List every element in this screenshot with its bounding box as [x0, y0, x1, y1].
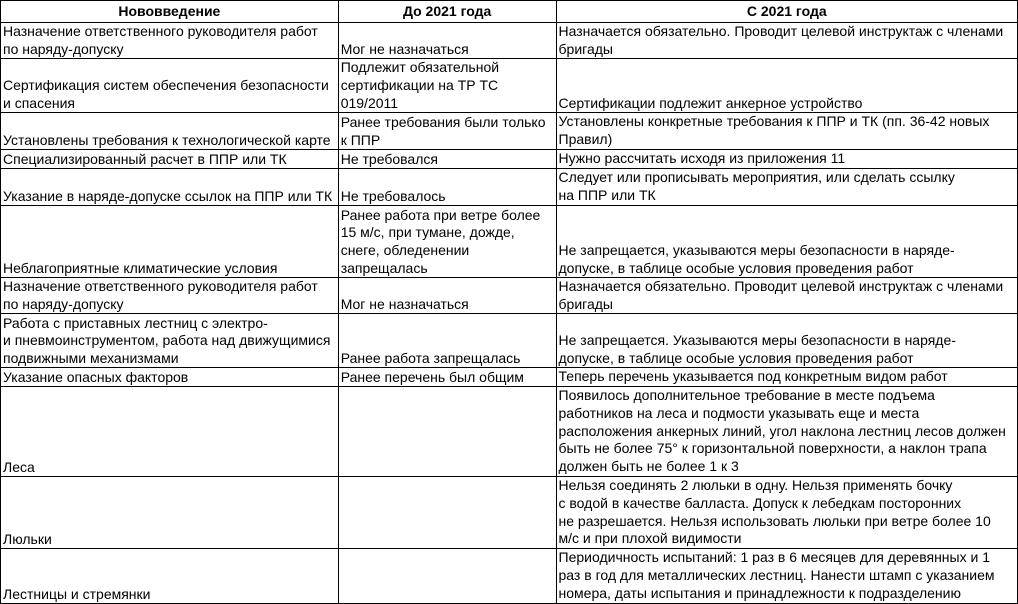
header-before-2021: До 2021 года: [338, 1, 556, 23]
table-row: [1, 387, 1018, 477]
table-header-row: [1, 1, 1018, 23]
cell-since-2021: Не запрещается, указываются меры безопасности в наряде- допуске, в таблице особые условия проведения работ: [556, 206, 1017, 278]
cell-since-2021: Нельзя соединять 2 люльки в одну. Нельзя применять бочку с водой в качестве балласта. Допуск к лебедкам посторонних не разрешается. Нельзя использовать люльки при ветре более 10 м/с и при плохой видимости: [556, 477, 1017, 549]
cell-innovation: Неблагоприятные климатические условия: [1, 206, 339, 278]
cell-innovation: Специализированный расчет в ППР или ТК: [1, 150, 339, 169]
cell-before-2021: Мог не назначаться: [338, 23, 556, 59]
table-row: [1, 59, 1018, 113]
header-innovation: Нововведение: [1, 1, 339, 23]
cell-innovation: Сертификация систем обеспечения безопасности и спасения: [1, 59, 339, 113]
cell-since-2021: Сертификации подлежит анкерное устройство: [556, 59, 1017, 113]
table-row: [1, 113, 1018, 150]
cell-before-2021: Не требовался: [338, 150, 556, 169]
cell-innovation: Указание опасных факторов: [1, 368, 339, 387]
cell-since-2021: Периодичность испытаний: 1 раз в 6 месяцев для деревянных и 1 раз в год для металлических лестниц. Нанести штамп с указанием номера, даты испытания и принадлежности к подразделению: [556, 549, 1017, 604]
cell-innovation: Назначение ответственного руководителя работ по наряду-допуску: [1, 23, 339, 59]
cell-since-2021: Теперь перечень указывается под конкретным видом работ: [556, 368, 1017, 387]
cell-since-2021: Нужно рассчитать исходя из приложения 11: [556, 150, 1017, 169]
cell-innovation: Указание в наряде-допуске ссылок на ППР или ТК: [1, 169, 339, 206]
cell-innovation: Лестницы и стремянки: [1, 549, 339, 604]
cell-before-2021: Ранее перечень был общим: [338, 368, 556, 387]
table-row: [1, 278, 1018, 314]
cell-since-2021: Следует или прописывать мероприятия, или сделать ссылку на ППР или ТК: [556, 169, 1017, 206]
header-since-2021: С 2021 года: [556, 1, 1017, 23]
cell-since-2021: Появилось дополнительное требование в месте подъема работников на леса и подмости указывать еще и места расположения анкерных линий, угол наклона лестниц лесов должен быть не более 75° к горизонтальной поверхности, а наклон трапа должен быть не более 1 к 3: [556, 387, 1017, 477]
cell-innovation: Люльки: [1, 477, 339, 549]
cell-before-2021: [338, 477, 556, 549]
cell-before-2021: Ранее работа при ветре более 15 м/с, при тумане, дожде, снеге, обледенении запрещалась: [338, 206, 556, 278]
table-row: [1, 314, 1018, 368]
table-row: [1, 477, 1018, 549]
table-row: [1, 549, 1018, 604]
cell-since-2021: Назначается обязательно. Проводит целевой инструктаж с членами бригады: [556, 23, 1017, 59]
cell-before-2021: [338, 387, 556, 477]
table-row: [1, 169, 1018, 206]
cell-since-2021: Не запрещается. Указываются меры безопасности в наряде- допуске, в таблице особые условия проведения работ: [556, 314, 1017, 368]
cell-innovation: Установлены требования к технологической карте: [1, 113, 339, 150]
table-row: [1, 150, 1018, 169]
cell-before-2021: Мог не назначаться: [338, 278, 556, 314]
table-row: [1, 206, 1018, 278]
cell-before-2021: [338, 549, 556, 604]
cell-since-2021: Установлены конкретные требования к ППР и ТК (пп. 36-42 новых Правил): [556, 113, 1017, 150]
cell-before-2021: Ранее работа запрещалась: [338, 314, 556, 368]
cell-since-2021: Назначается обязательно. Проводит целевой инструктаж с членами бригады: [556, 278, 1017, 314]
cell-innovation: Назначение ответственного руководителя работ по наряду-допуску: [1, 278, 339, 314]
table-row: [1, 368, 1018, 387]
cell-before-2021: Не требовалось: [338, 169, 556, 206]
cell-innovation: Леса: [1, 387, 339, 477]
cell-innovation: Работа с приставных лестниц с электро- и пневмоинструментом, работа над движущимися подвижными механизмами: [1, 314, 339, 368]
cell-before-2021: Подлежит обязательной сертификации на ТР ТС 019/2011: [338, 59, 556, 113]
table-row: [1, 23, 1018, 59]
cell-before-2021: Ранее требования были только к ППР: [338, 113, 556, 150]
